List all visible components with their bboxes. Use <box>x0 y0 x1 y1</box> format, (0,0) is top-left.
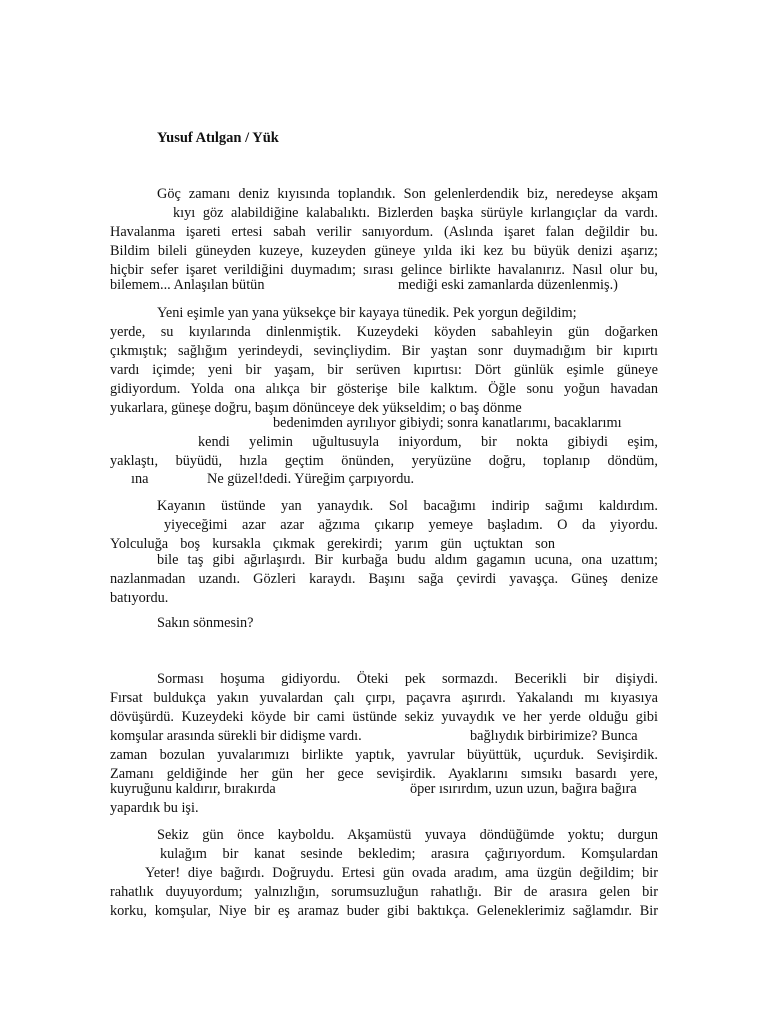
text-line: Bildim bileli güneyden kuzeye, kuzeyden güneye yılda iki kez bu büyük denizi aşarız; <box>110 243 658 259</box>
text-line: öper ısırırdım, uzun uzun, bağıra bağıra <box>410 781 637 797</box>
text-line: bilemem... Anlaşılan bütün <box>110 277 265 293</box>
text-line: yiyeceğimi azar azar ağzıma çıkarıp yemeye başladım. O da yiyordu. <box>164 517 658 533</box>
text-line: dövüşürdü. Kuzeydeki köyde bir cami üstünde sekiz yuvaydık ve her yerde olduğu gibi <box>110 709 658 725</box>
text-line: kuyruğunu kaldırır, bırakırda <box>110 781 276 797</box>
text-line: nazlanmadan uzandı. Gözleri karaydı. Başını sağa çevirdi yavaşça. Güneş denize <box>110 571 658 587</box>
text-line: gidiyordum. Yolda ona alıkça bir gösterişe bile kalktım. Öğle sonu yoğun havadan <box>110 381 658 397</box>
text-line: Yeter! diye bağırdı. Doğruydu. Ertesi gün ovada aradım, ama üzgün değildim; bir <box>145 865 658 881</box>
text-line: ına <box>131 471 149 487</box>
text-line: rahatlık duyuyordum; yalnızlığın, sorumsuzluğun rahatlığı. Bir de arasıra gelen bir <box>110 884 658 900</box>
text-line: çıkmıştık; sağlığım yerindeydi, sevinçliydim. Bir yaştan sonr duymadığım bir kıpırtı <box>110 343 658 359</box>
text-line: Havalanma işareti ertesi sabah verilir sanıyordum. (Aslında işaret falan değildir bu. <box>110 224 658 240</box>
text-line: kendi yelimin uğultusuyla iniyordum, bir nokta gibiydi eşim, <box>198 434 658 450</box>
text-line: Ne güzel!dedi. Yüreğim çarpıyordu. <box>207 471 415 487</box>
text-line: korku, komşular, Niye bir eş aramaz buder gibi baktıkça. Geleneklerimiz sağlamdır. Bir <box>110 903 658 919</box>
text-line: bedenimden ayrılıyor gibiydi; sonra kanatlarımı, bacaklarımı <box>273 415 622 431</box>
text-line: Sakın sönmesin? <box>157 615 254 631</box>
text-line: Göç zamanı deniz kıyısında toplandık. Son gelenlerdendik biz, neredeyse akşam <box>157 186 658 202</box>
text-line: Yeni eşimle yan yana yüksekçe bir kayaya tünedik. Pek yorgun değildim; <box>157 305 577 321</box>
text-line: Sekiz gün önce kayboldu. Akşamüstü yuvaya döndüğümde yoktu; durgun <box>157 827 658 843</box>
text-line: yapardık bu işi. <box>110 800 199 816</box>
text-line: komşular arasında sürekli bir didişme vardı. <box>110 728 362 744</box>
text-line: vardı içimde; yeni bir yaşam, bir serüven kıpırtısı: Dört günlük eşimle güneye <box>110 362 658 378</box>
text-line: zaman bozulan yuvalarımızı birlikte yaptık, yavrular büyüttük, uçurduk. Sevişirdik. <box>110 747 658 763</box>
text-line: bile taş gibi ağırlaşırdı. Bir kurbağa budu aldım gagamın ucuna, ona uzattım; <box>157 552 658 568</box>
text-line: hiçbir sefer işaret verildiğini duymadım; sırası gelince birlikte havalanırız. Nasıl olur bu, <box>110 262 658 278</box>
text-line: mediği eski zamanlarda düzenlenmiş.) <box>398 277 618 293</box>
text-line: kulağım bir kanat sesinde bekledim; arasıra çağırıyordum. Komşulardan <box>160 846 658 862</box>
text-line: kıyı göz alabildiğine kalabalıktı. Bizlerden başka sürüyle kırlangıçlar da vardı. <box>173 205 658 221</box>
text-line: yaklaştı, büyüdü, hızla geçtim önünden, yeryüzüne doğru, toplanıp döndüm, <box>110 453 658 469</box>
text-line: Yolculuğa boş kursakla çıkmak gerekirdi; yarım gün uçtuktan son <box>110 536 555 552</box>
text-line: Zamanı geldiğinde her gün her gece sevişirdik. Ayaklarını sımsıkı basardı yere, <box>110 766 658 782</box>
text-line: Sorması hoşuma gidiyordu. Öteki pek sormazdı. Becerikli bir dişiydi. <box>157 671 658 687</box>
text-line: bağlıydık birbirimize? Bunca <box>470 728 638 744</box>
text-line: Fırsat buldukça yakın yuvalardan çalı çırpı, paçavra aşırırdı. Yakalandı mı kıyasıya <box>110 690 658 706</box>
text-line: Kayanın üstünde yan yanaydık. Sol bacağımı indirip sağımı kaldırdım. <box>157 498 658 514</box>
text-line: yerde, su kıyılarında dinlenmiştik. Kuzeydeki köyden sabahleyin gün doğarken <box>110 324 658 340</box>
text-line: batıyordu. <box>110 590 169 606</box>
text-line: yukarlara, güneşe doğru, başım dönünceye dek yükseldim; o baş dönme <box>110 400 522 416</box>
document-title: Yusuf Atılgan / Yük <box>157 130 279 146</box>
